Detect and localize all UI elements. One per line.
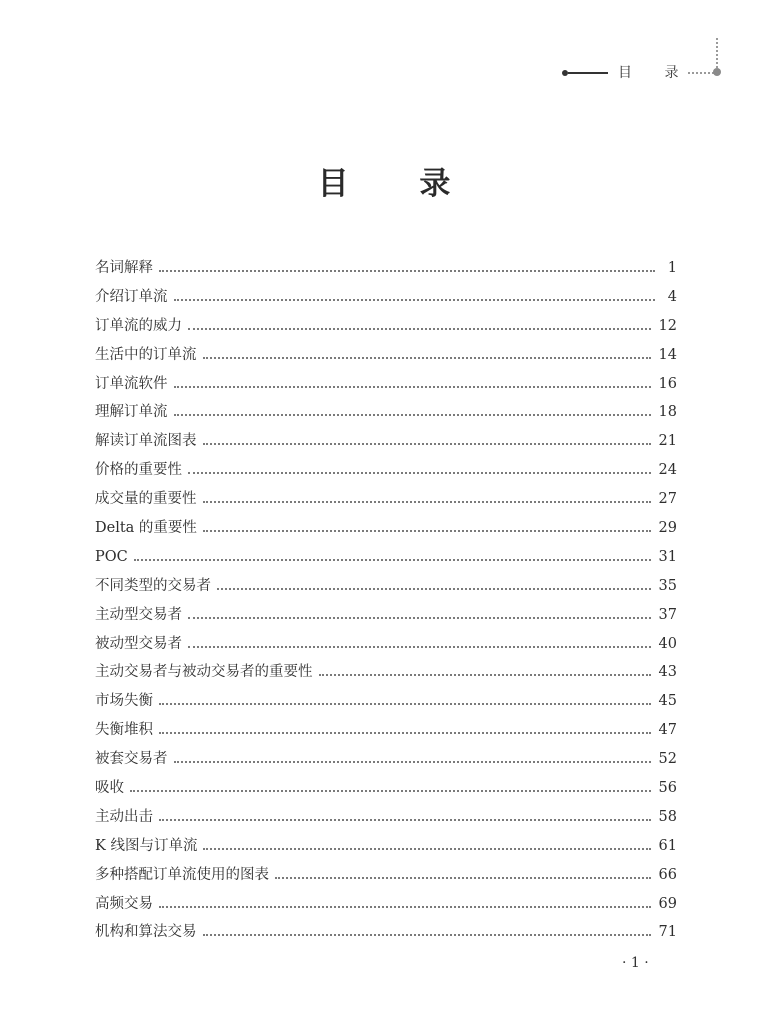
toc-dot-leader (188, 326, 651, 330)
toc-entry-label: 主动型交易者 (95, 606, 182, 623)
toc-entry[interactable] (95, 517, 677, 546)
toc-entry-label: 主动出击 (95, 808, 153, 825)
toc-entry[interactable] (95, 575, 677, 604)
toc-entry-label: 失衡堆积 (95, 722, 153, 739)
toc-entry-page: 29 (658, 520, 677, 537)
toc-entry[interactable] (95, 893, 677, 922)
running-title: 目 录 (618, 65, 693, 81)
toc-entry[interactable] (95, 777, 677, 806)
header-corner-dot-ornament (713, 68, 721, 76)
toc-entry-label: 解读订单流图表 (95, 433, 197, 450)
toc-entry[interactable] (95, 633, 677, 662)
toc-entry-page: 66 (658, 866, 677, 883)
toc-entry-label: POC (95, 548, 128, 565)
toc-entry[interactable] (95, 430, 677, 459)
running-header (560, 62, 760, 84)
toc-entry-page: 12 (658, 317, 677, 334)
header-dotted-vertical-rule (716, 38, 718, 68)
toc-entry-label: 成交量的重要性 (95, 491, 197, 508)
toc-entry-page: 18 (658, 404, 677, 421)
toc-entry-label: 市场失衡 (95, 693, 153, 710)
toc-dot-leader (203, 355, 651, 359)
toc-dot-leader (159, 268, 655, 272)
toc-entry-label: 多种搭配订单流使用的图表 (95, 866, 269, 883)
toc-dot-leader (217, 586, 651, 590)
toc-dot-leader (159, 730, 651, 734)
toc-entry-page: 14 (658, 346, 677, 363)
toc-dot-leader (130, 788, 651, 792)
toc-entry-label: 生活中的订单流 (95, 346, 197, 363)
toc-dot-leader (174, 759, 651, 763)
toc-entry-page: 71 (658, 924, 677, 941)
toc-dot-leader (203, 499, 651, 503)
toc-entry[interactable] (95, 604, 677, 633)
toc-dot-leader (319, 672, 651, 676)
toc-entry-page: 52 (658, 751, 677, 768)
toc-entry[interactable] (95, 286, 677, 315)
toc-entry[interactable] (95, 748, 677, 777)
toc-entry[interactable] (95, 373, 677, 402)
toc-entry-page: 24 (658, 462, 677, 479)
toc-entry[interactable] (95, 546, 677, 575)
toc-entry-page: 40 (658, 635, 677, 652)
toc-dot-leader (159, 817, 651, 821)
toc-dot-leader (174, 297, 656, 301)
toc-entry-page: 35 (658, 577, 677, 594)
toc-entry-label: K 线图与订单流 (95, 837, 198, 854)
toc-dot-leader (159, 904, 651, 908)
toc-entry[interactable] (95, 661, 677, 690)
toc-dot-leader (203, 932, 651, 936)
toc-entry-label: 价格的重要性 (95, 462, 182, 479)
toc-entry-label: 被动型交易者 (95, 635, 182, 652)
toc-entry[interactable] (95, 344, 677, 373)
toc-dot-leader (188, 615, 651, 619)
toc-entry-page: 4 (667, 288, 677, 305)
toc-entry[interactable] (95, 459, 677, 488)
page-number: · 1 · (622, 955, 649, 971)
toc-dot-leader (174, 384, 651, 388)
toc-entry-page: 56 (658, 780, 677, 797)
toc-entry-page: 1 (667, 260, 677, 276)
table-of-contents (95, 257, 677, 950)
toc-entry[interactable] (95, 835, 677, 864)
toc-dot-leader (203, 441, 651, 445)
toc-entry-page: 61 (658, 837, 677, 854)
toc-entry[interactable] (95, 315, 677, 344)
toc-entry-page: 45 (658, 693, 677, 710)
toc-entry-label: 高频交易 (95, 895, 153, 912)
toc-entry-label: 理解订单流 (95, 404, 168, 421)
toc-dot-leader (188, 644, 651, 648)
toc-entry-page: 21 (658, 433, 677, 450)
toc-entry[interactable] (95, 921, 677, 950)
toc-entry[interactable] (95, 401, 677, 430)
toc-entry[interactable] (95, 488, 677, 517)
toc-entry-page: 47 (658, 722, 677, 739)
toc-entry-page: 16 (658, 375, 677, 392)
toc-entry-label: 主动交易者与被动交易者的重要性 (95, 664, 313, 681)
toc-entry[interactable] (95, 719, 677, 748)
toc-entry-page: 43 (658, 664, 677, 681)
toc-entry-page: 31 (658, 548, 677, 565)
toc-entry-label: 机构和算法交易 (95, 924, 197, 941)
toc-dot-leader (174, 412, 651, 416)
toc-entry-label: 订单流的威力 (95, 317, 182, 334)
toc-entry-label: 名词解释 (95, 260, 153, 276)
toc-entry-page: 27 (658, 491, 677, 508)
page-title: 目 录 (317, 166, 481, 202)
toc-entry-label: 被套交易者 (95, 751, 168, 768)
toc-dot-leader (159, 701, 651, 705)
header-dotted-rule (688, 72, 714, 74)
toc-entry[interactable] (95, 806, 677, 835)
toc-entry-page: 37 (658, 606, 677, 623)
toc-dot-leader (188, 470, 651, 474)
toc-entry-page: 69 (658, 895, 677, 912)
toc-entry-label: 订单流软件 (95, 375, 168, 392)
toc-entry-label: 吸收 (95, 780, 124, 797)
toc-entry[interactable] (95, 257, 677, 286)
toc-dot-leader (203, 846, 650, 850)
header-rule (568, 72, 608, 74)
toc-entry[interactable] (95, 864, 677, 893)
toc-dot-leader (134, 557, 651, 561)
toc-entry-page: 58 (658, 808, 677, 825)
toc-entry-label: 介绍订单流 (95, 288, 168, 305)
toc-entry[interactable] (95, 690, 677, 719)
toc-dot-leader (203, 528, 651, 532)
toc-entry-label: Delta 的重要性 (95, 520, 197, 537)
toc-dot-leader (275, 875, 651, 879)
toc-entry-label: 不同类型的交易者 (95, 577, 211, 594)
